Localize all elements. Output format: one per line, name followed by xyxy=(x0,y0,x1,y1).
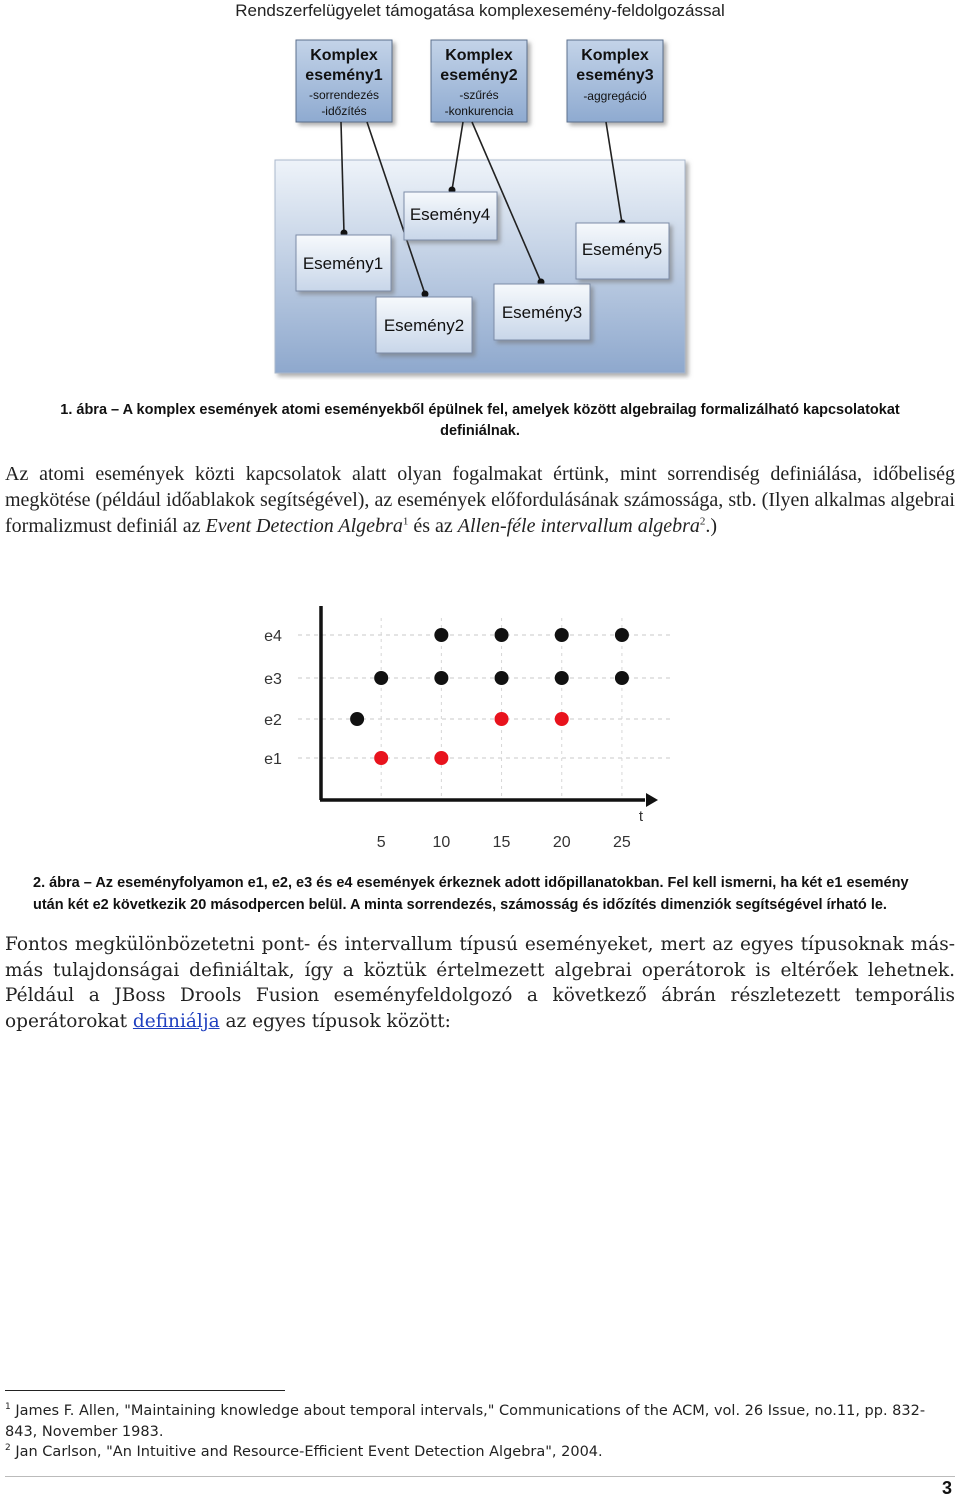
complex-event-2-sub2: -konkurencia xyxy=(444,104,514,118)
figure2-caption xyxy=(5,872,955,916)
atomic-event-4-label: Esemény4 xyxy=(409,205,491,224)
complex-event-1 xyxy=(296,40,392,122)
footnote-2 xyxy=(5,1442,955,1463)
atomic-event-2-label: Esemény2 xyxy=(383,316,465,335)
point-e3-t15 xyxy=(495,671,509,685)
p2-line2: más tulajdonságai definiáltak, így a köztük értelmezett algebrai operátorok is eltérőek lehetnek. Például xyxy=(5,959,955,1006)
p1-line2: időbeliség megkötése (például időablakok segítségével), az események előfordulásának számossága, xyxy=(5,463,955,511)
point-e2-t3 xyxy=(350,712,364,726)
y-tick-label-e3: e3 xyxy=(264,671,282,688)
p2-line1: Fontos megkülönbözetetni pont- és intervallum típusú eseményeket, mert az egyes típusoknak más- xyxy=(5,934,955,955)
x-tick-label-10: 10 xyxy=(432,834,451,851)
figure2-caption-line1: 2. ábra – Az eseményfolyamon e1, e2, e3 és e4 események érkeznek adott időpillanatokban. Fel kell ismerni, ha két e1 esemény xyxy=(33,875,909,891)
x-axis-label: t xyxy=(638,808,644,825)
point-e3-t20 xyxy=(555,671,569,685)
complex-event-1-title2: esemény1 xyxy=(305,67,383,84)
point-e1-t10 xyxy=(434,751,448,765)
x-tick-labels xyxy=(377,834,631,851)
point-e2-t15 xyxy=(495,712,509,726)
x-tick-label-20: 20 xyxy=(552,834,571,851)
point-e2-t20 xyxy=(555,712,569,726)
atomic-event-5-label: Esemény5 xyxy=(581,240,663,259)
complex-event-2-title2: esemény2 xyxy=(440,67,518,84)
point-e3-t10 xyxy=(434,671,448,685)
atomic-event-1-label: Esemény1 xyxy=(302,254,384,273)
definialja-link[interactable]: definiálja xyxy=(132,1010,220,1032)
footnote-1 xyxy=(5,1401,955,1443)
footnote-separator xyxy=(5,1390,285,1391)
x-tick-label-25: 25 xyxy=(613,834,631,851)
footnote-2-num: 2 xyxy=(5,1443,11,1454)
atomic-event-5 xyxy=(576,223,669,279)
p2-line4-end: az egyes típusok között: xyxy=(219,1010,451,1032)
point-e3-t5 xyxy=(374,671,388,685)
atomic-event-3-label: Esemény3 xyxy=(501,303,583,322)
complex-event-2-sub1: -szűrés xyxy=(459,88,499,102)
chart-gridlines xyxy=(298,618,670,798)
footnote-1-line2: 843, November 1983. xyxy=(5,1424,164,1440)
point-e4-t20 xyxy=(555,628,569,642)
y-tick-labels xyxy=(264,628,282,768)
atomic-event-3 xyxy=(494,284,590,340)
complex-event-1-sub2: -időzítés xyxy=(321,104,367,118)
y-tick-label-e4: e4 xyxy=(264,628,282,645)
atomic-event-4 xyxy=(404,192,497,240)
p1-line1: Az atomi események közti kapcsolatok alatt olyan fogalmakat értünk, mint sorrendiség definiálása, xyxy=(5,463,863,485)
running-header: Rendszerfelügyelet támogatása komplexesemény-feldolgozással xyxy=(235,1,725,20)
figure1-caption-line1: 1. ábra – A komplex események atomi eseményekből épülnek fel, amelyek között algebrailag formalizálható kapcsolatokat xyxy=(60,402,900,418)
x-tick-label-15: 15 xyxy=(492,834,511,851)
x-axis-arrow xyxy=(646,793,658,807)
atomic-event-2 xyxy=(376,297,472,353)
p1-italic-eda: Event Detection Algebra xyxy=(205,515,403,537)
x-tick-label-5: 5 xyxy=(376,834,386,851)
complex-event-2-title1: Komplex xyxy=(445,47,513,64)
p1-mid: és az xyxy=(408,515,458,537)
complex-event-3-sub1: -aggregáció xyxy=(583,89,647,103)
atomic-event-1 xyxy=(296,235,391,291)
p1-italic-allen: Allen-féle xyxy=(457,515,536,537)
paragraph-1 xyxy=(5,461,955,539)
point-e4-t15 xyxy=(495,628,509,642)
figure1-caption-line2: definiálnak. xyxy=(440,423,520,439)
complex-event-2 xyxy=(431,40,527,122)
complex-event-1-title1: Komplex xyxy=(310,47,378,64)
p1-italic-interval: intervallum algebra xyxy=(540,515,700,537)
page-number: 3 xyxy=(941,1478,952,1498)
footnote-1-line1: James F. Allen, "Maintaining knowledge about temporal intervals," Communications of the ACM, vol. 26 Issue, no.11, pp. 832- xyxy=(10,1403,926,1419)
footnote-ref-2: 2 xyxy=(699,515,706,528)
footnote-2-line1: Jan Carlson, "An Intuitive and Resource-Efficient Event Detection Algebra", 2004. xyxy=(10,1444,603,1460)
complex-event-1-sub1: -sorrendezés xyxy=(308,88,380,102)
footnote-1-num: 1 xyxy=(5,1402,11,1413)
figure2-caption-line2: után két e2 következik 20 másodpercen belül. A minta sorrendezés, számosság és időzítés dimenziók segítségével írható le. xyxy=(33,897,887,913)
p2-line3: a JBoss Drools Fusion eseményfeldolgozó a következő ábrán részletezett temporális operátorokat xyxy=(5,985,955,1032)
p1-line4-end: .) xyxy=(705,515,718,537)
figure1-caption xyxy=(20,400,940,442)
figure2-chart xyxy=(240,598,680,860)
complex-event-3 xyxy=(567,40,663,122)
figure1-diagram xyxy=(0,30,960,380)
point-e1-t5 xyxy=(374,751,388,765)
complex-event-3-title2: esemény3 xyxy=(576,67,654,84)
paragraph-2 xyxy=(5,932,955,1034)
y-tick-label-e2: e2 xyxy=(264,712,282,729)
point-e3-t25 xyxy=(615,671,629,685)
point-e4-t25 xyxy=(615,628,629,642)
p1-line3a: stb. (Ilyen alkalmas algebrai formalizmust definiál az xyxy=(5,489,955,537)
point-e4-t10 xyxy=(434,628,448,642)
y-tick-label-e1: e1 xyxy=(264,751,282,768)
chart-points xyxy=(350,628,629,765)
footnote-ref-1: 1 xyxy=(402,515,409,528)
complex-event-3-title1: Komplex xyxy=(581,47,649,64)
footer-rule xyxy=(5,1476,955,1477)
